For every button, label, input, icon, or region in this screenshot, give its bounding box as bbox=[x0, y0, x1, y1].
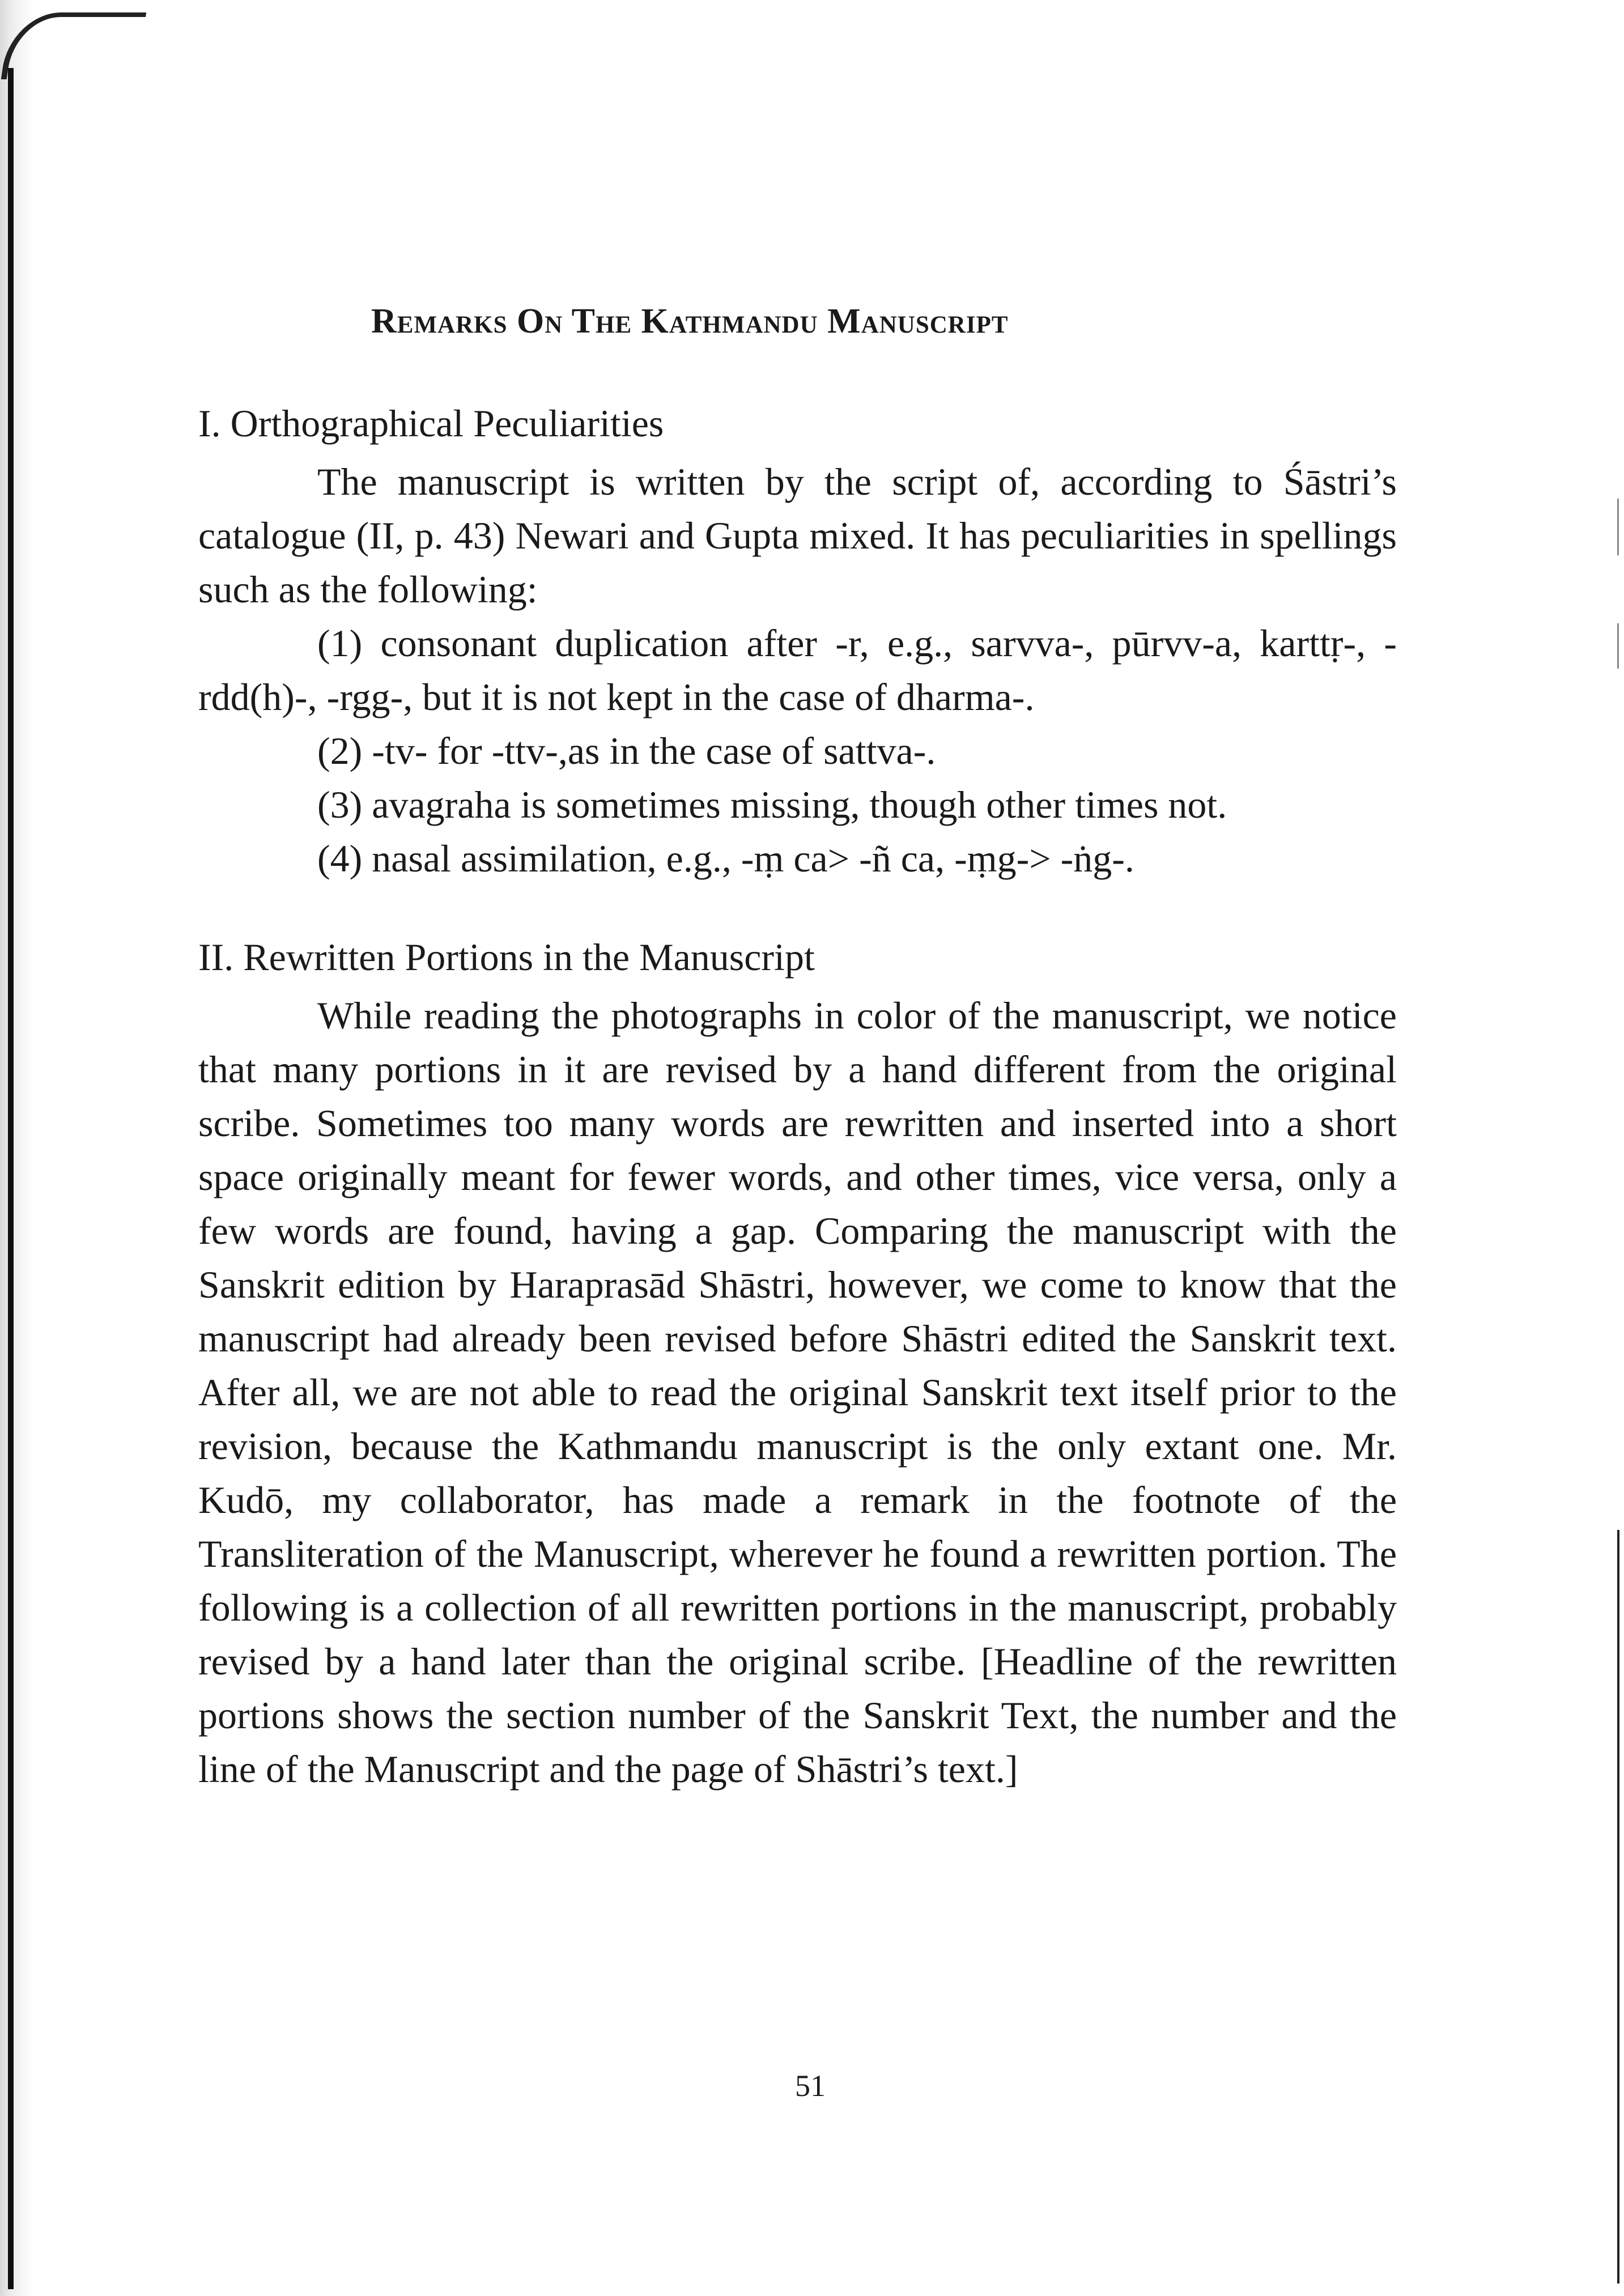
section-heading-rewritten-portions: II. Rewritten Portions in the Manuscript bbox=[198, 936, 815, 979]
scan-artifact-mark bbox=[1617, 499, 1619, 555]
section-body-paragraph: While reading the photographs in color of the manuscript, we notice that many portions in it are revised by a hand different from the original scribe. Sometimes too many words are rewritten and inserted into a short space originally meant for fewer words, and other times, vice versa, only a few words are found, having a gap. Comparing the manuscript with the Sanskrit edition by Haraprasād Shāstri, however, we come to know that the manuscript had already been revised before Shāstri edited the Sanskrit text. After all, we are not able to read the original Sanskrit text itself prior to the revision, because the Kathmandu manuscript is the only extant one. Mr. Kudō, my collaborator, has made a remark in the footnote of the Transliteration of the Manuscript, wherever he found a rewritten portion. The following is a collection of all rewritten portions in the manuscript, probably revised by a hand later than the original scribe. [Headline of the rewritten portions shows the section number of the Sanskrit Text, the number and the line of the Manuscript and the page of Shāstri’s text.] bbox=[198, 994, 1397, 1791]
list-item-tv-for-ttv: (2) -tv- for -ttv-,as in the case of sattva-. bbox=[317, 729, 936, 772]
page-binding-edge bbox=[8, 68, 14, 2289]
list-item-consonant-duplication: (1) consonant duplication after -r, e.g., sarvva-, pūrvv-a, karttṛ-, -rdd(h)-, -rgg-, but it is not kept in the case of dharma-. bbox=[198, 622, 1397, 718]
page-binding-shadow bbox=[0, 0, 34, 2296]
section-intro-paragraph: The manuscript is written by the script of, according to Śāstri’s catalogue (II, p. 43) Newari and Gupta mixed. It has peculiarities in spellings such as the following: bbox=[198, 460, 1397, 611]
scan-artifact-edge bbox=[1617, 1530, 1619, 2284]
scan-artifact-mark bbox=[1617, 623, 1619, 669]
page-number: 51 bbox=[795, 2069, 826, 2103]
page-title: Remarks On The Kathmandu Manuscript bbox=[371, 302, 1009, 341]
list-item-nasal-assimilation: (4) nasal assimilation, e.g., -ṃ ca> -ñ ca, -ṃg-> -ṅg-. bbox=[317, 837, 1134, 880]
list-item-avagraha: (3) avagraha is sometimes missing, though other times not. bbox=[317, 783, 1227, 826]
section-heading-orthographical: I. Orthographical Peculiarities bbox=[198, 402, 664, 445]
